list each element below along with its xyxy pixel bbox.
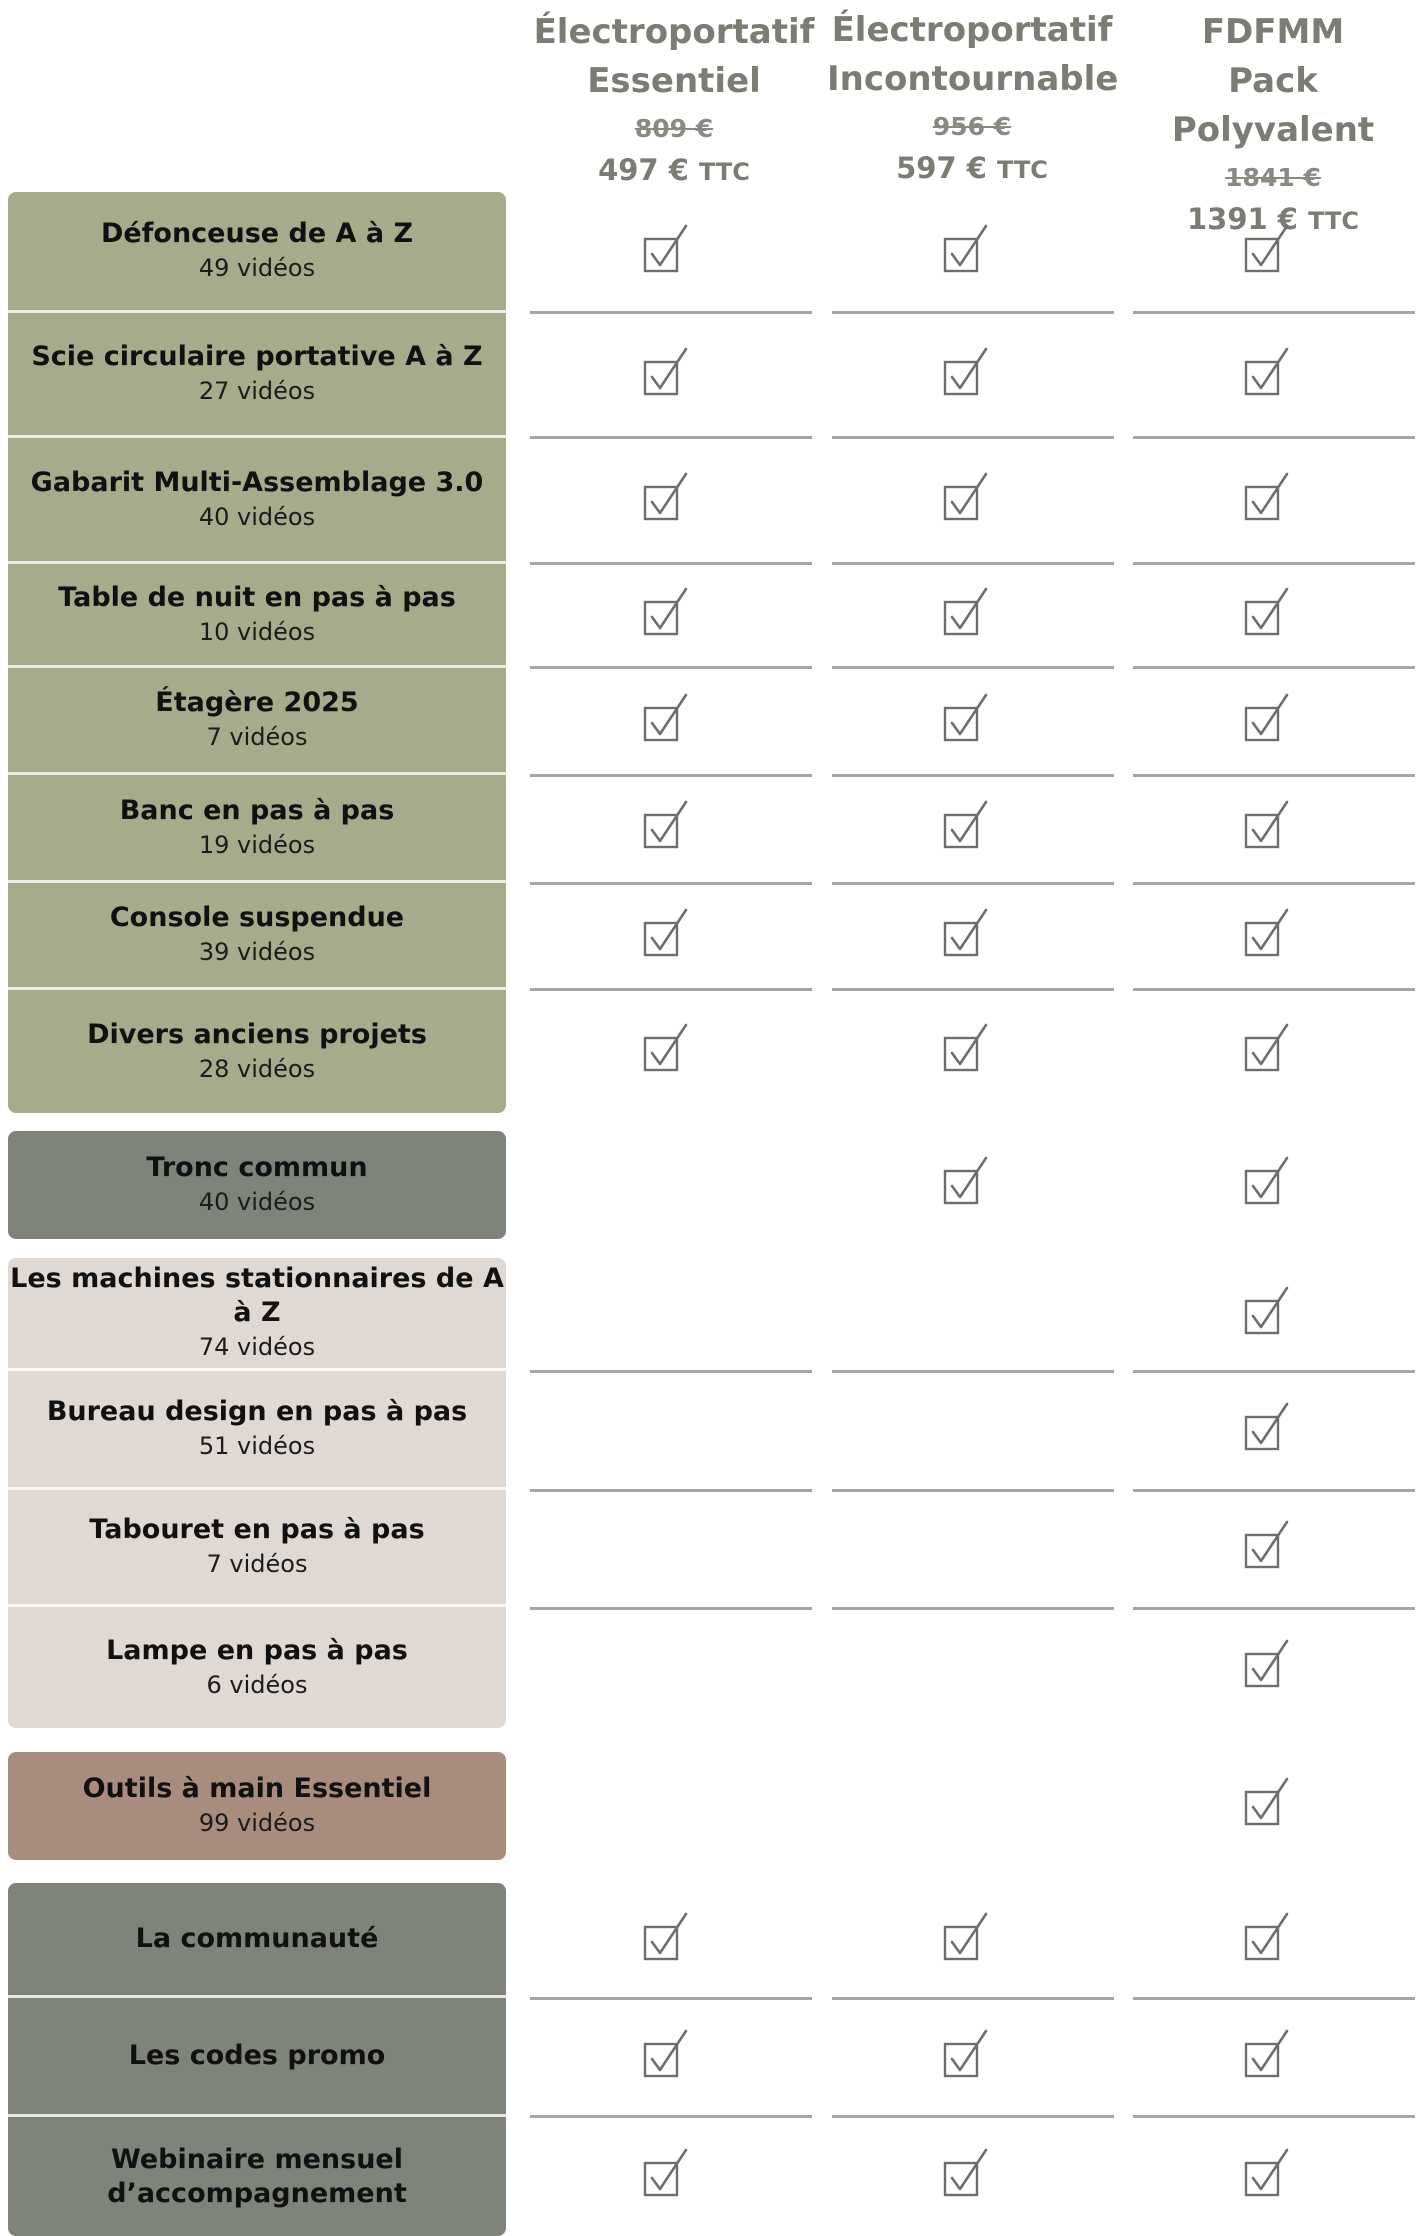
- course-video-count: 74 vidéos: [198, 1333, 316, 1361]
- course-video-count: 19 vidéos: [198, 830, 316, 859]
- course-row: [8, 1998, 506, 2117]
- plan-name-line1: Électroportatif: [831, 10, 1113, 50]
- row-divider: [530, 1607, 812, 1610]
- row-divider: [530, 882, 812, 885]
- check-box-icon: [642, 799, 690, 853]
- check-box-icon: [642, 1022, 690, 1076]
- plan-price: [827, 148, 1117, 190]
- course-group-3: [8, 1258, 506, 1728]
- course-row: [8, 564, 506, 668]
- course-video-count: d’accompagnement: [107, 2177, 407, 2209]
- row-divider: [832, 1489, 1114, 1492]
- check-box-icon: [1243, 799, 1291, 853]
- check-box-icon: [942, 2028, 990, 2082]
- course-group-5: [8, 1883, 506, 2236]
- row-divider: [832, 311, 1114, 314]
- row-divider: [832, 1607, 1114, 1610]
- check-box-icon: [1243, 2147, 1291, 2201]
- row-divider: [530, 436, 812, 439]
- course-row: [8, 313, 506, 438]
- course-title: Tabouret en pas à pas: [89, 1514, 425, 1545]
- check-box-icon: [1243, 1285, 1291, 1339]
- row-divider: [1133, 1489, 1415, 1492]
- course-row: [8, 1371, 506, 1490]
- course-title: Lampe en pas à pas: [106, 1634, 408, 1666]
- row-divider: [832, 774, 1114, 777]
- plan-old-price: 956 €: [932, 112, 1012, 141]
- course-group-1: [8, 192, 506, 1113]
- course-video-count: 40 vidéos: [198, 1188, 316, 1216]
- course-row: [8, 775, 506, 883]
- row-divider: [832, 562, 1114, 565]
- row-divider: [832, 436, 1114, 439]
- check-box-icon: [642, 1911, 690, 1965]
- plan-price-value: 497 €: [598, 153, 689, 187]
- course-row: [8, 1131, 506, 1239]
- course-video-count: 7 vidéos: [206, 1550, 308, 1578]
- check-box-icon: [642, 2147, 690, 2201]
- course-row: [8, 668, 506, 775]
- course-row: [8, 438, 506, 564]
- check-box-icon: [1243, 692, 1291, 746]
- check-box-icon: [642, 907, 690, 961]
- row-divider: [530, 1370, 812, 1373]
- check-box-icon: [942, 471, 990, 525]
- plan-header-incontournable: [827, 0, 1117, 190]
- course-row: [8, 883, 506, 990]
- check-box-icon: [642, 586, 690, 640]
- course-row: [8, 192, 506, 313]
- row-divider: [530, 2115, 812, 2118]
- course-row: [8, 1752, 506, 1860]
- row-divider: [530, 311, 812, 314]
- plan-price-ttc: TTC: [997, 156, 1048, 184]
- row-divider: [1133, 562, 1415, 565]
- check-box-icon: [1243, 586, 1291, 640]
- check-box-icon: [1243, 346, 1291, 400]
- row-divider: [1133, 988, 1415, 991]
- check-box-icon: [942, 692, 990, 746]
- check-box-icon: [942, 2147, 990, 2201]
- course-title: Gabarit Multi-Assemblage 3.0: [30, 466, 484, 498]
- course-title: Les codes promo: [128, 2040, 386, 2071]
- check-box-icon: [642, 692, 690, 746]
- course-video-count: 99 vidéos: [198, 1809, 316, 1837]
- check-box-icon: [642, 2028, 690, 2082]
- course-title: Scie circulaire portative A à Z: [31, 341, 483, 372]
- check-box-icon: [642, 471, 690, 525]
- plan-price: [529, 150, 819, 192]
- row-divider: [832, 1997, 1114, 2000]
- check-box-icon: [942, 586, 990, 640]
- check-box-icon: [1243, 907, 1291, 961]
- row-divider: [832, 882, 1114, 885]
- row-divider: [1133, 1997, 1415, 2000]
- course-video-count: 49 vidéos: [198, 254, 316, 282]
- row-divider: [1133, 774, 1415, 777]
- row-divider: [832, 2115, 1114, 2118]
- course-video-count: 39 vidéos: [198, 938, 316, 966]
- check-box-icon: [942, 1911, 990, 1965]
- row-divider: [530, 562, 812, 565]
- row-divider: [1133, 436, 1415, 439]
- course-title: Outils à main Essentiel: [82, 1773, 432, 1804]
- check-box-icon: [1243, 1638, 1291, 1692]
- plan-header-fdfmm: [1128, 0, 1418, 241]
- course-row: [8, 1258, 506, 1371]
- course-title: La communauté: [135, 1923, 379, 1954]
- check-box-icon: [942, 907, 990, 961]
- course-row: [8, 2117, 506, 2236]
- plan-name-line1: FDFMM: [1201, 12, 1345, 52]
- course-video-count: 40 vidéos: [198, 502, 316, 531]
- plan-price-ttc: TTC: [1308, 207, 1359, 235]
- check-box-icon: [1243, 1519, 1291, 1573]
- course-video-count: 51 vidéos: [198, 1432, 316, 1460]
- row-divider: [1133, 2115, 1415, 2118]
- plan-name-line2: Incontournable: [827, 59, 1119, 99]
- course-row: [8, 1490, 506, 1607]
- plan-price-ttc: TTC: [699, 158, 750, 186]
- check-box-icon: [942, 799, 990, 853]
- plan-price-value: 597 €: [896, 151, 987, 185]
- row-divider: [530, 1997, 812, 2000]
- check-box-icon: [942, 1022, 990, 1076]
- check-box-icon: [942, 223, 990, 277]
- check-box-icon: [942, 346, 990, 400]
- row-divider: [832, 1370, 1114, 1373]
- course-title: Étagère 2025: [155, 687, 359, 718]
- check-box-icon: [1243, 223, 1291, 277]
- row-divider: [530, 1489, 812, 1492]
- course-row: [8, 990, 506, 1113]
- check-box-icon: [1243, 471, 1291, 525]
- row-divider: [1133, 1370, 1415, 1373]
- course-title: Défonceuse de A à Z: [100, 218, 414, 249]
- course-row: [8, 1607, 506, 1728]
- check-box-icon: [1243, 1155, 1291, 1209]
- row-divider: [530, 988, 812, 991]
- course-group-2: [8, 1131, 506, 1239]
- course-video-count: 27 vidéos: [198, 377, 316, 405]
- course-title: Webinaire mensuel: [111, 2143, 403, 2175]
- check-box-icon: [1243, 2028, 1291, 2082]
- course-title: Tronc commun: [146, 1152, 368, 1183]
- row-divider: [530, 774, 812, 777]
- plan-old-price: 809 €: [634, 114, 714, 143]
- plan-name-line2: Essentiel: [587, 61, 761, 101]
- course-group-4: [8, 1752, 506, 1860]
- course-video-count: 10 vidéos: [198, 617, 316, 646]
- plan-old-price: 1841 €: [1225, 163, 1321, 192]
- course-row: [8, 1883, 506, 1998]
- course-title: Divers anciens projets: [87, 1018, 427, 1050]
- course-title: Table de nuit en pas à pas: [58, 581, 456, 613]
- course-title: Les machines stationnaires de A à Z: [10, 1263, 504, 1328]
- course-title: Console suspendue: [109, 902, 405, 933]
- row-divider: [1133, 882, 1415, 885]
- course-video-count: 6 vidéos: [206, 1670, 308, 1699]
- course-title: Banc en pas à pas: [119, 794, 395, 826]
- plan-header-essentiel: [529, 0, 819, 192]
- row-divider: [530, 666, 812, 669]
- plan-name-line2: Pack Polyvalent: [1171, 61, 1375, 150]
- check-box-icon: [642, 346, 690, 400]
- check-box-icon: [642, 223, 690, 277]
- course-video-count: 7 vidéos: [206, 723, 308, 751]
- row-divider: [1133, 1607, 1415, 1610]
- check-box-icon: [942, 1155, 990, 1209]
- row-divider: [832, 666, 1114, 669]
- check-box-icon: [1243, 1776, 1291, 1830]
- row-divider: [1133, 666, 1415, 669]
- plan-price-value: 1391 €: [1186, 202, 1298, 236]
- plan-name-line1: Électroportatif: [533, 12, 815, 52]
- row-divider: [832, 988, 1114, 991]
- row-divider: [1133, 311, 1415, 314]
- check-box-icon: [1243, 1022, 1291, 1076]
- course-video-count: 28 vidéos: [198, 1054, 316, 1083]
- check-box-icon: [1243, 1911, 1291, 1965]
- check-box-icon: [1243, 1401, 1291, 1455]
- course-title: Bureau design en pas à pas: [46, 1396, 468, 1427]
